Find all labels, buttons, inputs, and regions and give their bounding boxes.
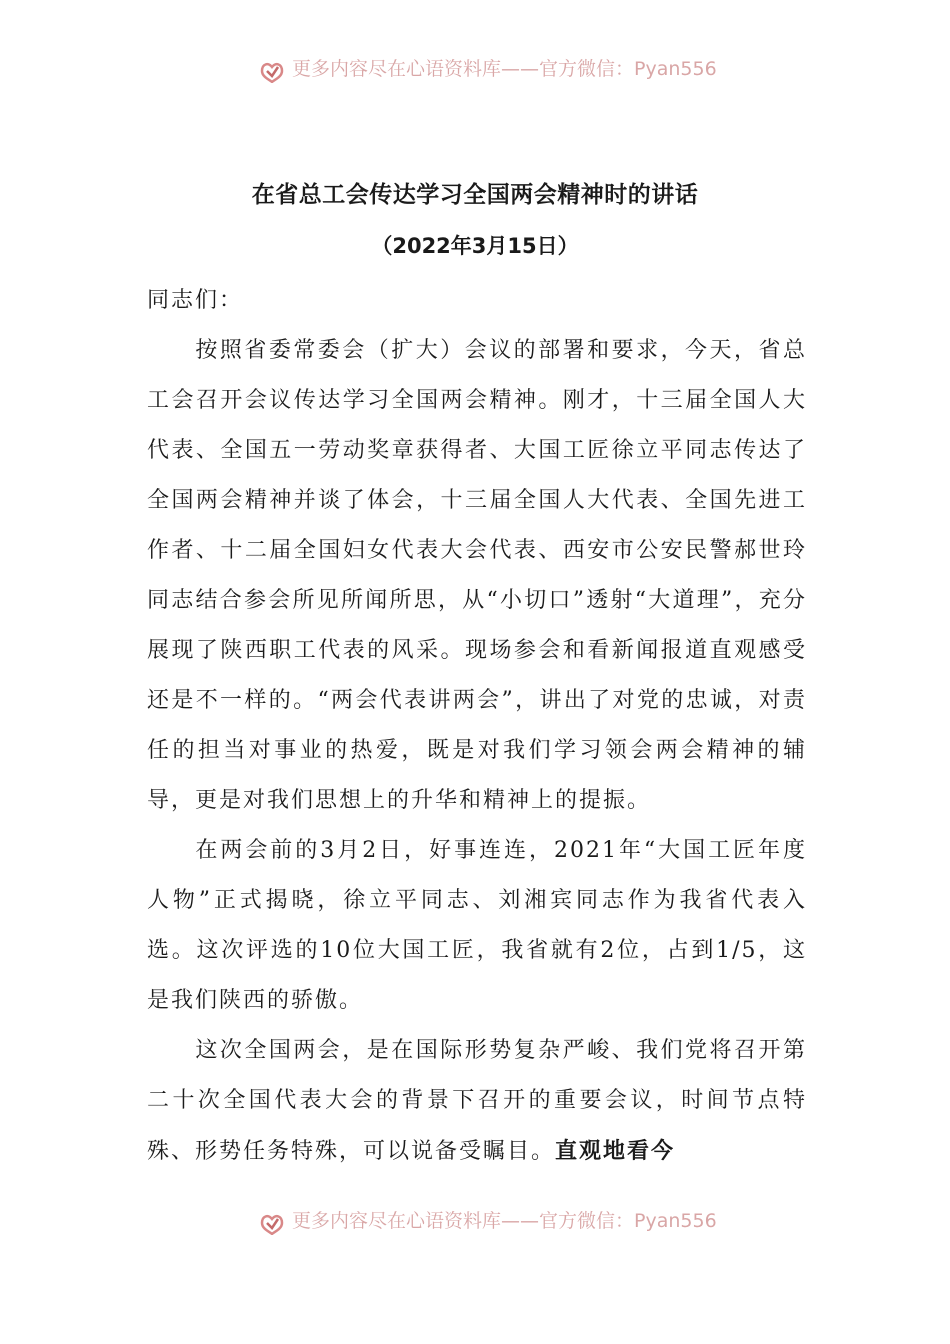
- logo-icon: [258, 1211, 286, 1235]
- watermark-banner-bottom: [258, 1210, 738, 1236]
- document-title: 在省总工会传达学习全国两会精神时的讲话: [251, 182, 699, 208]
- document-body: [147, 276, 807, 1177]
- paragraph-bold-text: 直观地看今: [555, 1138, 676, 1164]
- greeting: 同志们：: [147, 288, 244, 313]
- logo-icon: [258, 59, 286, 83]
- watermark-text: 更多内容尽在心语资料库——官方微信：Pyan556: [292, 1210, 717, 1232]
- paragraph-text: 这次全国两会，是在国际形势复杂严峻、我们党将召开第二十次全国代表大会的背景下召开的重要会议，时间节点特殊、形势任务特殊，可以说备受瞩目。: [147, 1038, 807, 1164]
- watermark-text: 更多内容尽在心语资料库——官方微信：Pyan556: [292, 58, 717, 80]
- paragraph: 在两会前的3月2日，好事连连，2021年“大国工匠年度人物”正式揭晓，徐立平同志、刘湘宾同志作为我省代表入选。这次评选的10位大国工匠，我省就有2位，占到1/5，这是我们陕西的骄傲。: [147, 838, 807, 1013]
- watermark-banner-top: [258, 58, 738, 84]
- paragraph: 按照省委常委会（扩大）会议的部署和要求，今天，省总工会召开会议传达学习全国两会精神。刚才，十三届全国人大代表、全国五一劳动奖章获得者、大国工匠徐立平同志传达了全国两会精神并谈了体会，十三届全国人大代表、全国先进工作者、十二届全国妇女代表大会代表、西安市公安民警郝世玲同志结合参会所见所闻所思，从“小切口”透射“大道理”，充分展现了陕西职工代表的风采。现场参会和看新闻报道直观感受还是不一样的。“两会代表讲两会”，讲出了对党的忠诚，对责任的担当对事业的热爱，既是对我们学习领会两会精神的辅导，更是对我们思想上的升华和精神上的提振。: [147, 338, 807, 813]
- document-date: （2022年3月15日）: [371, 234, 579, 258]
- paragraph: [147, 1026, 807, 1177]
